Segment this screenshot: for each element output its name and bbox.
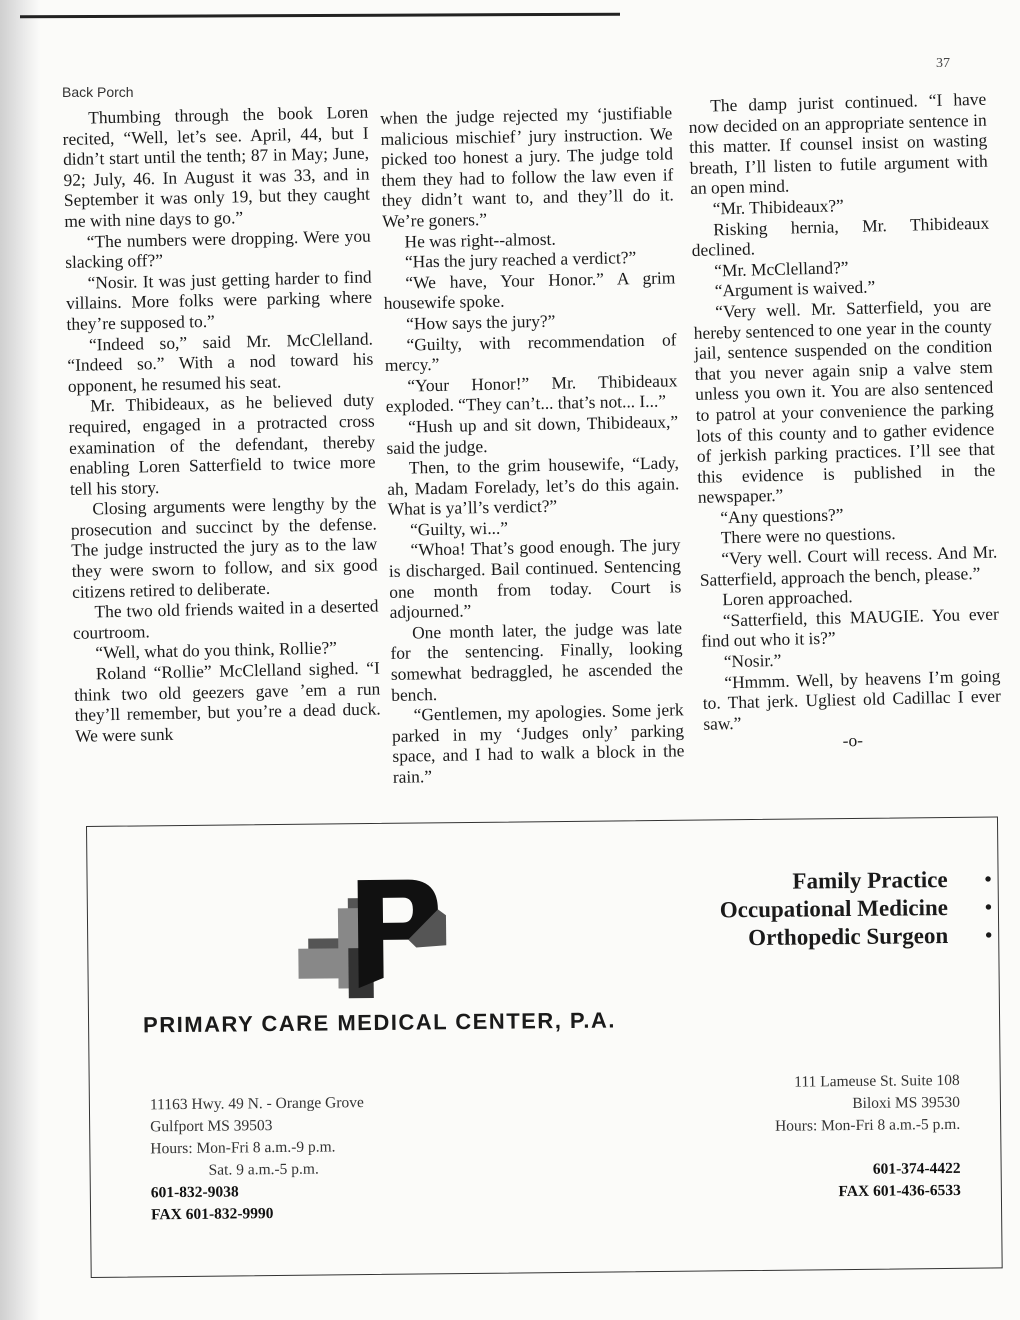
page-number: 37 [936,56,950,71]
paragraph: “Guilty, with recommendation of mercy.” [384,328,677,376]
article-column-3 [688,89,1002,755]
paragraph: Loren approached. [722,586,853,610]
paragraph: “How says the jury?” [405,310,556,334]
center-name: PRIMARY CARE MEDICAL CENTER, P.A. [142,1007,617,1038]
hours: Hours: Mon-Fri 8 a.m.-9 p.m. [150,1138,336,1158]
city: Gulfport MS 39503 [150,1117,273,1136]
paragraph: “Gentlemen, my apologies. Some jerk parked in my ‘Judges only’ parking space, and I had to walk a block in the rain.” [391,699,685,787]
paragraph: One month later, the judge was late for the sentencing. Finally, looking somewhat bedraggled, he ascended the bench. [390,617,684,705]
paragraph: He was right--almost. [404,228,556,252]
city: Biloxi MS 39530 [852,1093,961,1112]
service-label: Family Practice [792,866,948,894]
paragraph: “The numbers were dropping. Were you slacking off?” [65,225,371,273]
paragraph: “Nosir. It was just getting harder to find villains. More folks were parking where they’re supposed to.” [65,266,373,334]
paragraph: “Hush up and sit down, Thibideaux,” said the judge. [386,411,679,458]
paragraph: “Any questions?” [720,504,844,528]
end-mark: -o- [842,730,864,751]
paragraph: “Nosir.” [723,649,782,672]
phone: 601-832-9038 [150,1183,239,1202]
services-list [719,866,993,952]
paragraph: “Mr. Thibideaux?” [712,195,845,219]
paragraph: Thumbing through the book Loren recited, “Well, let’s see. April, 44, but I didn’t start until the tenth; 87 in May; June, 92; July, 46. In August it was 33, and in September it was only 19, but they caught me with nine days to go.” [62,101,371,231]
paragraph: The two old friends waited in a deserted courtroom. [72,595,379,643]
hours-saturday: Sat. 9 a.m.-5 p.m. [208,1160,319,1179]
paragraph: “Guilty, wi...” [409,517,509,540]
page-gutter-shadow [0,0,40,1320]
paragraph: “Indeed so,” said Mr. McClelland. “Indeed so.” With a nod toward his opponent, he resumed his seat. [67,328,374,396]
paragraph: Mr. Thibideaux, as he believed duty required, engaged in a protracted cross examination of the defendant, thereby enabling Loren Satterfield to twice more tell his story. [68,389,376,499]
bullet: • [985,924,993,947]
paragraph: “Hmmm. Well, by heavens I’m going to. That jerk. Ugliest old Cadillac I ever saw.” [702,665,1001,734]
service-label: Orthopedic Surgeon [748,922,949,951]
paragraph: when the judge rejected my ‘justifiable malicious mischief’ jury instruction. We picked too honest a jury. The judge told them they had to follow the law even if they didn’t want to, and they’ll do it. We’re goners.” [380,102,674,231]
article-column-2 [380,102,685,787]
article-column-1 [62,102,381,747]
medical-center-ad [86,816,1003,1278]
bullet: • [984,896,993,919]
fax: FAX 601-832-9990 [150,1205,274,1224]
top-rule [20,13,620,19]
paragraph: The damp jurist continued. “I have now decided on an appropriate sentence in this matter. If counsel insist on wasting breath, I’ll listen to futile argument with an open mind. [688,88,988,199]
paragraph: “Your Honor!” Mr. Thibideaux exploded. “They can’t... that’s not... I...” [385,370,678,417]
fax: FAX 601-436-6533 [838,1181,961,1201]
service-item [719,866,992,896]
paragraph: Closing arguments were lengthy by the prosecution and succinct by the defense. The judge instructed the jury as to the law they were sworn to follow, and six good citizens retired to deliberate. [70,492,378,602]
cross-p-logo-icon [287,867,449,1019]
paragraph: “Well, what do you think, Rollie?” [95,637,338,663]
bullet: • [984,868,992,891]
phone: 601-374-4422 [872,1159,961,1178]
street: 111 Lameuse St. Suite 108 [794,1071,960,1091]
street: 11163 Hwy. 49 N. - Orange Grove [149,1094,364,1114]
paragraph: “Very well. Mr. Satterfield, you are hereby sentenced to one year in the county jail, sentence suspended on the condition that you never again snip a valve stem unless you own it. You are also sentenced to patrol at your convenience the parking lots of this county and to gather evidence of jerkish parking practices. I’ll see that this evidence is published in the newspaper.” [693,294,996,508]
paragraph: Then, to the grim housewife, “Lady, ah, Madam Forelady, let’s do this again. What is ya’ll’s verdict?” [387,452,680,520]
hours: Hours: Mon-Fri 8 a.m.-5 p.m. [774,1115,961,1135]
service-item [720,922,993,952]
paragraph: There were no questions. [720,523,896,548]
paragraph: “Mr. McClelland?” [714,256,849,281]
paragraph: “Satterfield, this MAUGIE. You ever find out who it is?” [701,603,999,652]
paragraph: “Argument is waived.” [714,276,876,301]
paragraph: “Very well. Court will recess. And Mr. Satterfield, approach the bench, please.” [699,541,998,590]
service-label: Occupational Medicine [719,894,949,923]
service-item [719,894,993,924]
gulfport-location [150,1092,365,1226]
paragraph: “Has the jury reached a verdict?” [404,247,637,272]
section-label: Back Porch [62,84,134,100]
biloxi-location [774,1070,961,1204]
paragraph: Roland “Rollie” McClelland sighed. “I think two old geezers gave ’em a run they’ll remember, but you’re a dead duck. We were sunk [74,657,381,746]
paragraph: “Whoa! That’s good enough. The jury is discharged. Bail continued. Sentencing one month from today. Court is adjourned.” [388,534,682,623]
paragraph: Risking hernia, Mr. Thibideaux declined. [691,212,990,261]
paragraph: “We have, Your Honor.” A grim housewife spoke. [383,267,676,314]
